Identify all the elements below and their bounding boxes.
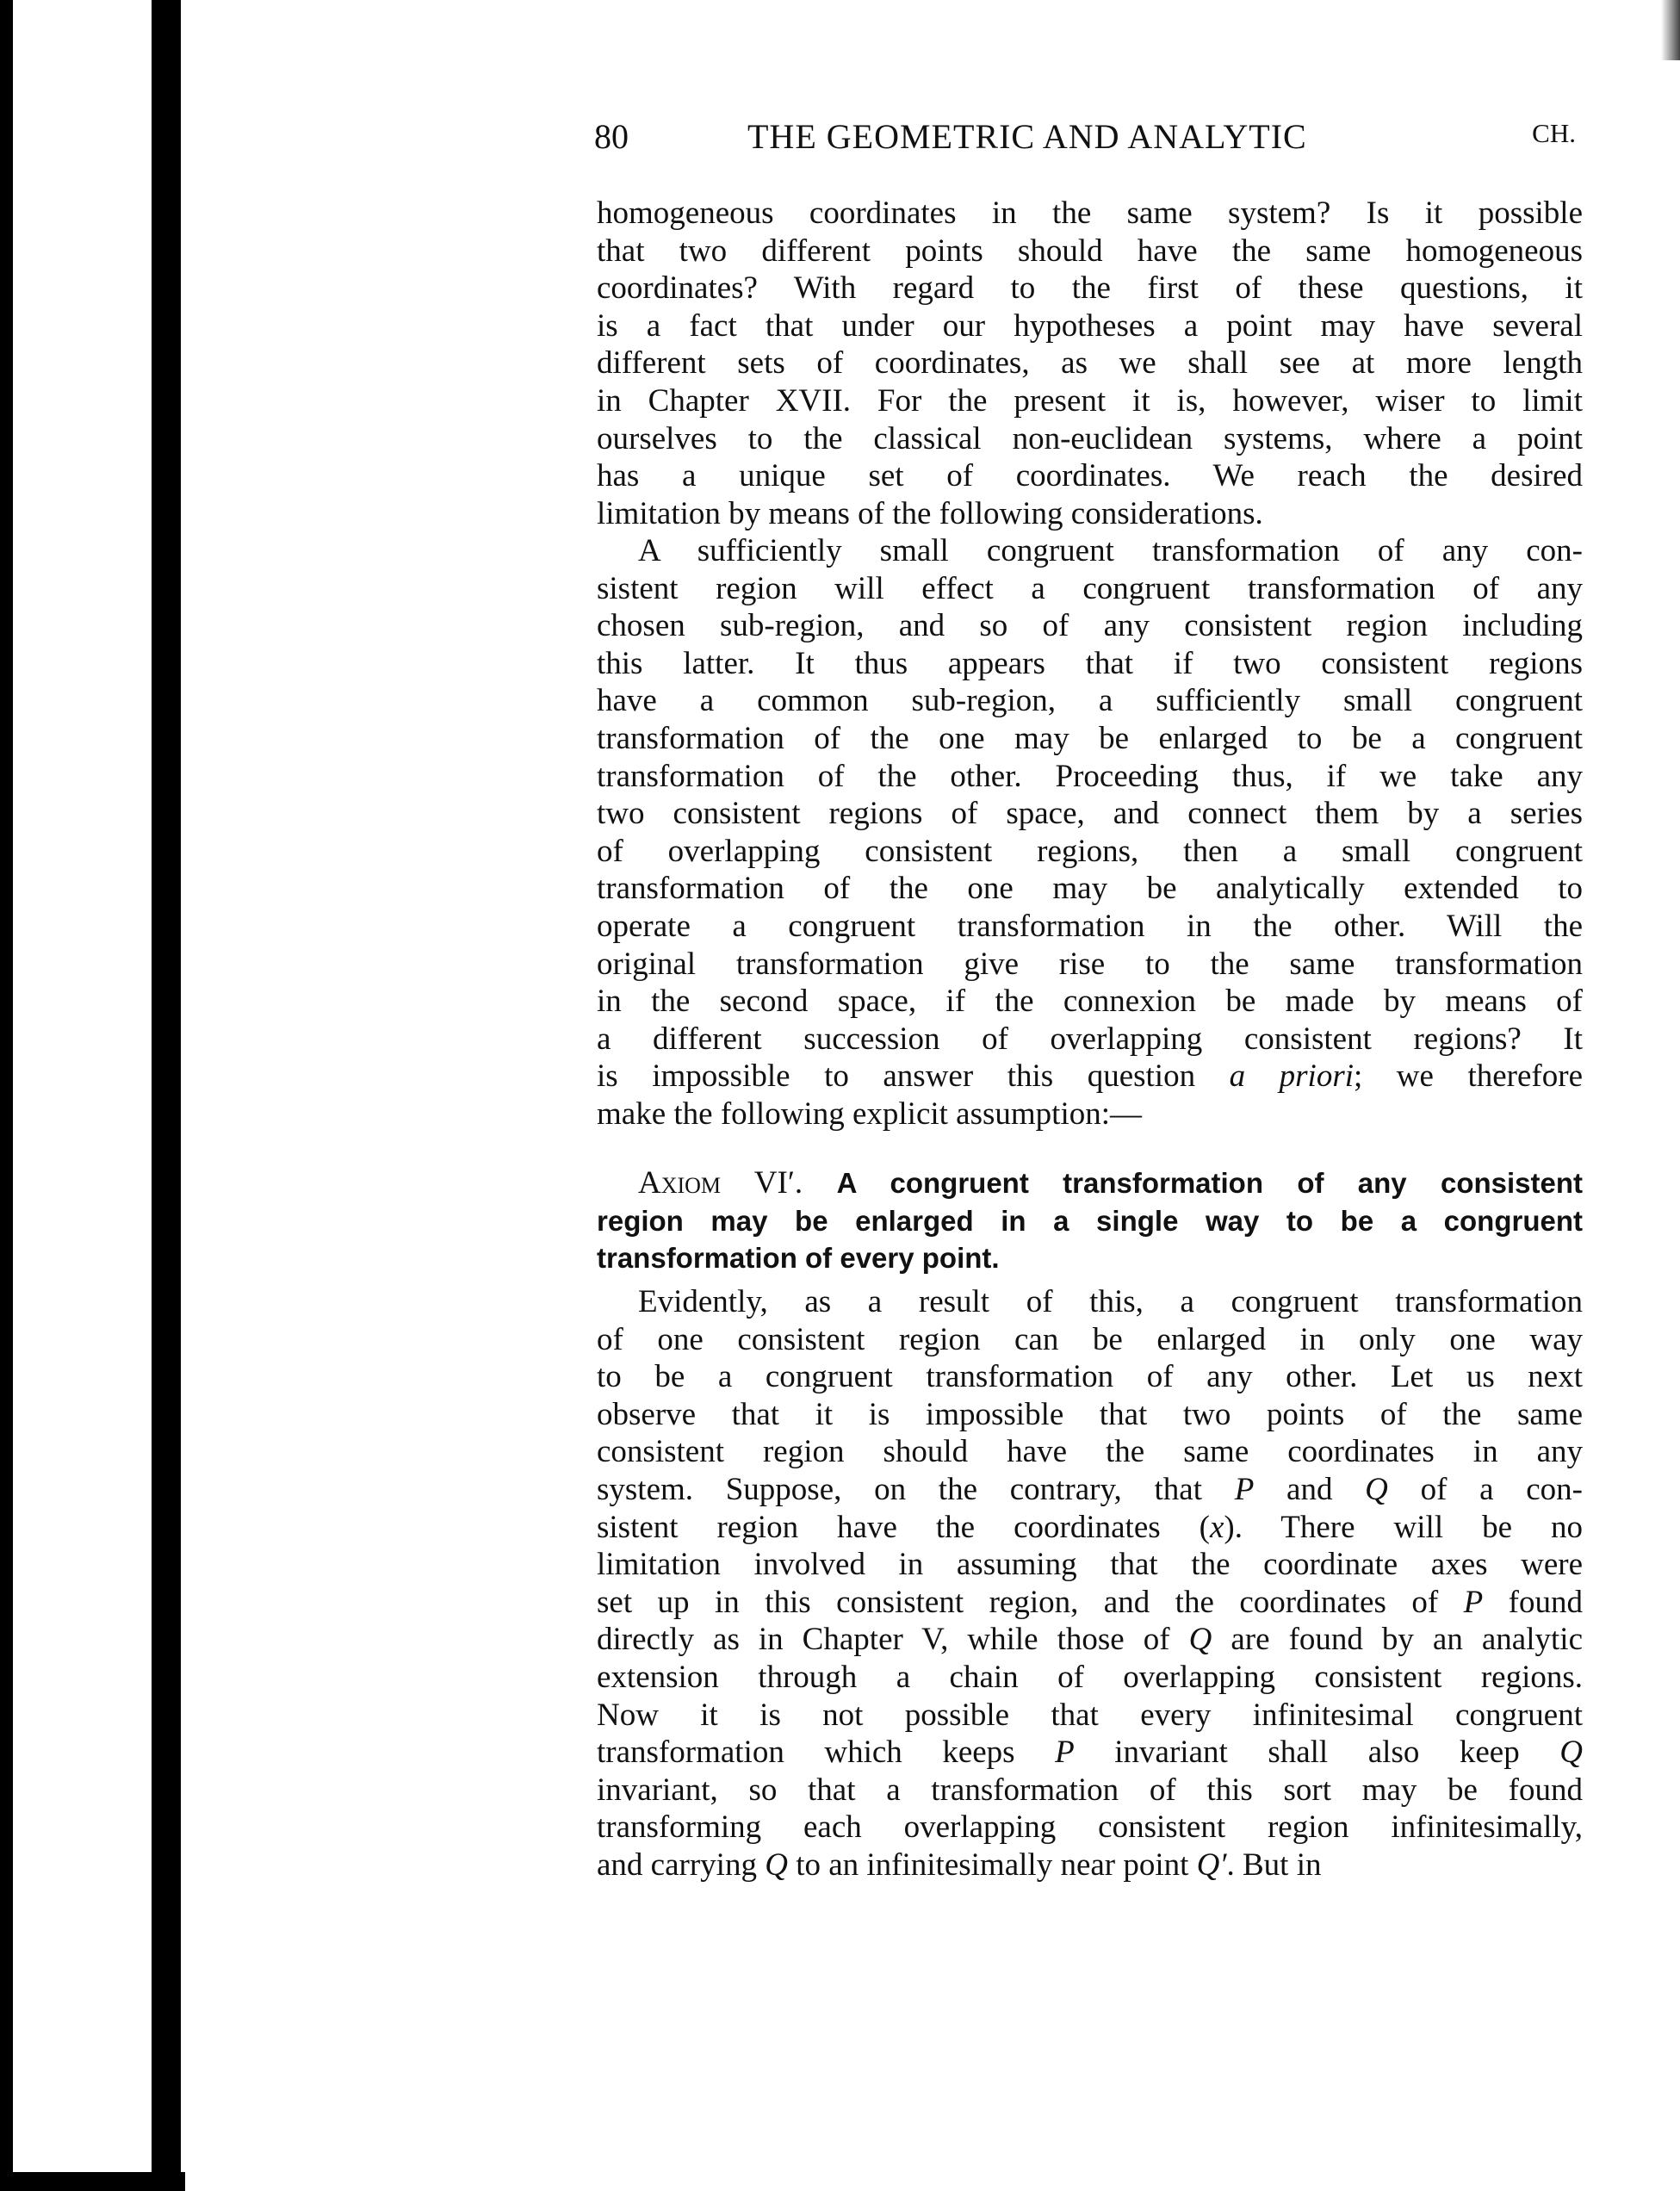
text-line	[597, 720, 1583, 758]
text-segment: that two different points should have the same homogeneous	[597, 233, 1583, 269]
text-line	[597, 908, 1583, 946]
text-line	[597, 1734, 1583, 1772]
text-line	[597, 946, 1583, 984]
text-line	[597, 983, 1583, 1021]
text-line	[597, 420, 1583, 458]
text-line	[597, 1847, 1583, 1884]
text-segment: and carrying	[597, 1847, 766, 1883]
text-segment: is a fact that under our hypotheses a point may have several	[597, 307, 1583, 344]
chapter-abbrev: CH.	[1532, 118, 1576, 148]
text-line	[597, 1202, 1583, 1240]
text-line	[597, 1164, 1583, 1202]
italic-text: Q	[1365, 1471, 1388, 1507]
text-line	[597, 1509, 1583, 1547]
paragraph-3	[597, 1283, 1583, 1884]
text-segment: region may be enlarged in a single way to be a congruent	[597, 1204, 1583, 1237]
page-edge-mark	[1661, 0, 1680, 60]
text-segment: to be a congruent transformation of any other. Let us next	[597, 1359, 1583, 1395]
text-segment: transformation of the one may be analytically extended to	[597, 871, 1583, 907]
text-line	[597, 457, 1583, 495]
text-line	[597, 1358, 1583, 1396]
text-line	[597, 1621, 1583, 1659]
italic-text: Q	[765, 1847, 788, 1883]
italic-text: a priori	[1229, 1058, 1354, 1095]
text-segment: are found by an analytic	[1212, 1622, 1583, 1658]
text-segment: transforming each overlapping consistent region infinitesimally,	[597, 1809, 1583, 1846]
text-segment: sistent region have the coordinates (	[597, 1509, 1210, 1545]
italic-text: P	[1463, 1584, 1484, 1620]
book-gutter-shadow	[152, 0, 181, 2191]
italic-text: P	[1234, 1471, 1255, 1507]
text-line	[597, 1283, 1583, 1321]
paragraph-1	[597, 195, 1583, 532]
paragraph-2	[597, 532, 1583, 1133]
text-segment: of a con-	[1387, 1471, 1583, 1507]
scan-edge-bottom	[0, 2172, 185, 2191]
text-segment: Evidently, as a result of this, a congruent transformation	[638, 1284, 1583, 1319]
text-line	[597, 570, 1583, 608]
text-line	[597, 682, 1583, 720]
text-segment: original transformation give rise to the same transformation	[597, 946, 1583, 982]
text-segment: sistent region will effect a congruent transformation of any	[597, 570, 1583, 606]
text-line	[597, 645, 1583, 683]
text-segment: to an infinitesimally near point	[787, 1847, 1197, 1883]
text-segment: chosen sub-region, and so of any consistent region including	[597, 608, 1583, 644]
text-segment: ourselves to the classical non-euclidean systems, where a point	[597, 420, 1583, 456]
text-segment: of one consistent region can be enlarged in only one way	[597, 1321, 1583, 1357]
text-segment: A sufficiently small congruent transformation of any con-	[638, 533, 1583, 568]
text-segment: system. Suppose, on the contrary, that	[597, 1471, 1235, 1507]
text-segment: have a common sub-region, a sufficiently small congruent	[597, 683, 1583, 719]
text-segment: transformation of the other. Proceeding thus, if we take any	[597, 758, 1583, 794]
text-line	[597, 1772, 1583, 1809]
italic-text: x	[1209, 1509, 1224, 1545]
text-segment: Now it is not possible that every infinitesimal congruent	[597, 1697, 1583, 1733]
text-segment: observe that it is impossible that two points of the same	[597, 1396, 1583, 1432]
text-segment: a different succession of overlapping consistent regions? It	[597, 1021, 1583, 1057]
text-line	[597, 833, 1583, 871]
text-segment: different sets of coordinates, as we shall see at more length	[597, 345, 1583, 382]
running-header	[594, 116, 1584, 159]
text-segment: in the second space, if the connexion be made by means of	[597, 984, 1583, 1020]
text-segment: limitation involved in assuming that the coordinate axes were	[597, 1547, 1583, 1583]
text-line	[597, 607, 1583, 645]
text-line	[597, 307, 1583, 345]
text-line	[597, 532, 1583, 570]
text-line	[597, 1239, 1583, 1277]
text-segment: ). There will be no	[1224, 1509, 1584, 1545]
text-segment: directly as in Chapter V, while those of	[597, 1622, 1189, 1658]
text-line	[597, 758, 1583, 796]
text-line	[597, 1096, 1583, 1133]
text-segment: ; we therefore	[1354, 1058, 1583, 1095]
text-segment: A congruent transformation of any consistent	[836, 1167, 1583, 1199]
italic-text: Q	[1188, 1622, 1212, 1658]
text-segment: two consistent regions of space, and connect them by a series	[597, 796, 1583, 832]
text-line	[597, 1058, 1583, 1096]
text-line	[597, 495, 1583, 533]
running-title: THE GEOMETRIC AND ANALYTIC	[747, 117, 1307, 156]
text-line	[597, 1659, 1583, 1697]
text-segment: is impossible to answer this question	[597, 1058, 1230, 1095]
text-segment: set up in this consistent region, and the coordinates of	[597, 1584, 1464, 1620]
text-segment: homogeneous coordinates in the same system? Is it possible	[597, 196, 1583, 231]
text-segment: limitation by means of the following considerations.	[597, 495, 1263, 531]
text-segment: extension through a chain of overlapping consistent regions.	[597, 1659, 1583, 1695]
scan-edge-left	[0, 0, 13, 2191]
text-segment: . But in	[1226, 1847, 1322, 1883]
italic-text: P	[1055, 1735, 1075, 1771]
text-line	[597, 270, 1583, 307]
text-segment: operate a congruent transformation in the other. Will the	[597, 908, 1583, 944]
text-line	[597, 1433, 1583, 1471]
text-segment: this latter. It thus appears that if two consistent regions	[597, 645, 1583, 681]
page-number: 80	[594, 117, 629, 156]
text-line	[597, 870, 1583, 908]
text-segment: make the following explicit assumption:—	[597, 1096, 1143, 1132]
text-segment: and	[1254, 1471, 1366, 1507]
text-segment: transformation of the one may be enlarged to be a congruent	[597, 720, 1583, 756]
text-line	[597, 1321, 1583, 1359]
text-line	[597, 233, 1583, 270]
text-segment: coordinates? With regard to the first of these questions, it	[597, 270, 1583, 307]
text-segment: invariant shall also keep	[1074, 1735, 1560, 1771]
italic-text: Q′	[1196, 1847, 1227, 1883]
italic-text: Q	[1559, 1735, 1583, 1771]
text-line	[597, 1584, 1583, 1622]
text-line	[597, 195, 1583, 233]
text-segment: transformation of every point.	[597, 1242, 1000, 1275]
text-line	[597, 1546, 1583, 1584]
text-line	[597, 344, 1583, 382]
text-segment: in Chapter XVII. For the present it is, however, wiser to limit	[597, 382, 1583, 419]
text-line	[597, 1809, 1583, 1847]
text-segment: consistent region should have the same coordinates in any	[597, 1434, 1583, 1470]
text-line	[597, 795, 1583, 833]
text-line	[597, 1021, 1583, 1058]
text-line	[597, 1396, 1583, 1434]
text-line	[597, 1697, 1583, 1735]
text-segment: invariant, so that a transformation of this sort may be found	[597, 1772, 1583, 1808]
text-segment: transformation which keeps	[597, 1735, 1056, 1771]
text-segment: Axiom VI′.	[638, 1165, 837, 1201]
text-line	[597, 382, 1583, 420]
text-segment: has a unique set of coordinates. We reach the desired	[597, 458, 1583, 494]
axiom	[597, 1164, 1583, 1277]
text-line	[597, 1471, 1583, 1509]
text-segment: of overlapping consistent regions, then a small congruent	[597, 833, 1583, 869]
text-segment: found	[1483, 1584, 1583, 1620]
